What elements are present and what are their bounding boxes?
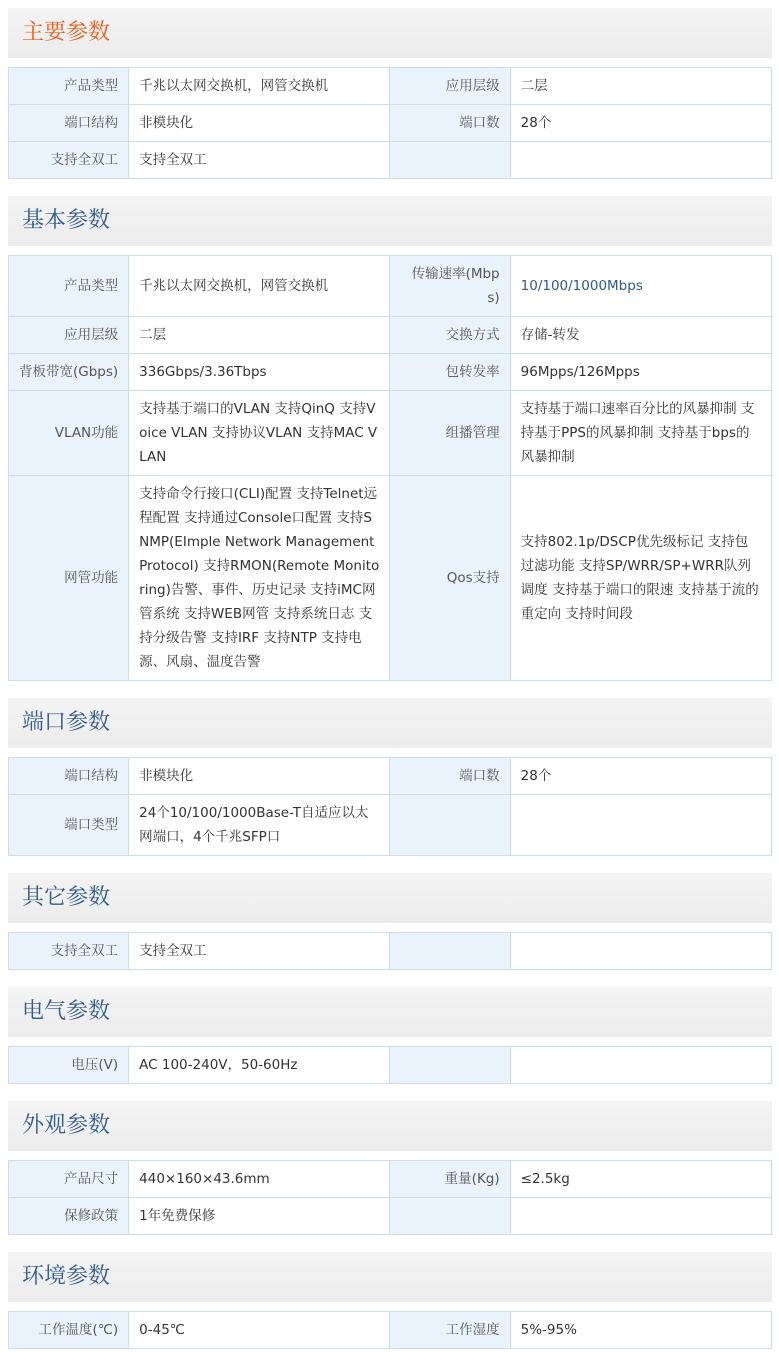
spec-value: 二层	[129, 317, 390, 354]
spec-table	[8, 932, 772, 970]
spec-value: 二层	[510, 68, 771, 105]
table-row	[9, 1198, 772, 1235]
spec-page	[0, 8, 779, 1349]
section-title: 其它参数	[8, 873, 772, 923]
spec-value: 支持全双工	[129, 933, 390, 970]
spec-label: 背板带宽(Gbps)	[9, 354, 129, 391]
spec-label: 端口数	[390, 758, 510, 795]
spec-value: 千兆以太网交换机，网管交换机	[129, 68, 390, 105]
spec-label: 支持全双工	[9, 933, 129, 970]
spec-label: 端口类型	[9, 795, 129, 856]
spec-label: 端口数	[390, 105, 510, 142]
spec-label: 重量(Kg)	[390, 1161, 510, 1198]
spec-value	[510, 1198, 771, 1235]
spec-value: 非模块化	[129, 105, 390, 142]
spec-section	[8, 873, 772, 970]
spec-value: 336Gbps/3.36Tbps	[129, 354, 390, 391]
section-title: 电气参数	[8, 987, 772, 1037]
table-row	[9, 105, 772, 142]
table-row	[9, 391, 772, 476]
spec-label	[390, 933, 510, 970]
spec-value: 5%-95%	[510, 1312, 771, 1349]
table-row	[9, 142, 772, 179]
spec-table	[8, 1046, 772, 1084]
spec-table	[8, 1311, 772, 1349]
spec-table	[8, 255, 772, 681]
spec-label: 端口结构	[9, 758, 129, 795]
spec-value: 1年免费保修	[129, 1198, 390, 1235]
spec-value: 非模块化	[129, 758, 390, 795]
spec-value: 0-45℃	[129, 1312, 390, 1349]
section-title: 外观参数	[8, 1101, 772, 1151]
spec-label: 保修政策	[9, 1198, 129, 1235]
spec-label: 应用层级	[9, 317, 129, 354]
section-title: 端口参数	[8, 698, 772, 748]
spec-section	[8, 196, 772, 681]
table-row	[9, 476, 772, 681]
spec-value	[510, 142, 771, 179]
spec-value: 支持全双工	[129, 142, 390, 179]
spec-section	[8, 698, 772, 856]
spec-value: 支持基于端口速率百分比的风暴抑制 支持基于PPS的风暴抑制 支持基于bps的风暴抑制	[510, 391, 771, 476]
spec-value	[510, 1047, 771, 1084]
spec-table	[8, 757, 772, 856]
spec-label	[390, 795, 510, 856]
table-row	[9, 317, 772, 354]
spec-label	[390, 1198, 510, 1235]
spec-label: 传输速率(Mbps)	[390, 256, 510, 317]
spec-label: 产品尺寸	[9, 1161, 129, 1198]
table-row	[9, 758, 772, 795]
spec-value: 96Mpps/126Mpps	[510, 354, 771, 391]
spec-value: ≤2.5kg	[510, 1161, 771, 1198]
spec-label: 应用层级	[390, 68, 510, 105]
table-row	[9, 1047, 772, 1084]
table-row	[9, 1161, 772, 1198]
spec-value: 24个10/100/1000Base-T自适应以太网端口，4个千兆SFP口	[129, 795, 390, 856]
spec-label	[390, 142, 510, 179]
spec-label: 组播管理	[390, 391, 510, 476]
spec-value: 28个	[510, 105, 771, 142]
spec-value: 10/100/1000Mbps	[510, 256, 771, 317]
spec-section	[8, 1252, 772, 1349]
spec-value: 存储-转发	[510, 317, 771, 354]
spec-label: 网管功能	[9, 476, 129, 681]
spec-label: 产品类型	[9, 68, 129, 105]
spec-table	[8, 67, 772, 179]
table-row	[9, 354, 772, 391]
table-row	[9, 933, 772, 970]
spec-label: 工作温度(℃)	[9, 1312, 129, 1349]
spec-value: 支持基于端口的VLAN 支持QinQ 支持Voice VLAN 支持协议VLAN 支持MAC VLAN	[129, 391, 390, 476]
spec-label: 产品类型	[9, 256, 129, 317]
table-row	[9, 68, 772, 105]
spec-value: 28个	[510, 758, 771, 795]
section-title: 主要参数	[8, 8, 772, 58]
spec-label	[390, 1047, 510, 1084]
spec-label: 端口结构	[9, 105, 129, 142]
spec-label: 包转发率	[390, 354, 510, 391]
spec-value: 440×160×43.6mm	[129, 1161, 390, 1198]
spec-value	[510, 933, 771, 970]
spec-label: 交换方式	[390, 317, 510, 354]
spec-label: VLAN功能	[9, 391, 129, 476]
spec-section	[8, 1101, 772, 1235]
table-row	[9, 795, 772, 856]
spec-table	[8, 1160, 772, 1235]
spec-value: AC 100-240V，50-60Hz	[129, 1047, 390, 1084]
section-title: 环境参数	[8, 1252, 772, 1302]
spec-value: 支持802.1p/DSCP优先级标记 支持包过滤功能 支持SP/WRR/SP+WRR队列调度 支持基于端口的限速 支持基于流的重定向 支持时间段	[510, 476, 771, 681]
table-row	[9, 1312, 772, 1349]
spec-value: 支持命令行接口(CLI)配置 支持Telnet远程配置 支持通过Console口配置 支持SNMP(EImple Network Management Protocol) 支持RMON(Remote Monitoring)告警、事件、历史记录 支持iMC网管系统 支持WEB网管 支持系统日志 支持分级告警 支持IRF 支持NTP 支持电源、风扇、温度告警	[129, 476, 390, 681]
section-title: 基本参数	[8, 196, 772, 246]
spec-section	[8, 8, 772, 179]
spec-section	[8, 987, 772, 1084]
spec-label: 工作湿度	[390, 1312, 510, 1349]
table-row	[9, 256, 772, 317]
spec-label: Qos支持	[390, 476, 510, 681]
spec-label: 电压(V)	[9, 1047, 129, 1084]
spec-label: 支持全双工	[9, 142, 129, 179]
spec-value	[510, 795, 771, 856]
spec-value: 千兆以太网交换机，网管交换机	[129, 256, 390, 317]
